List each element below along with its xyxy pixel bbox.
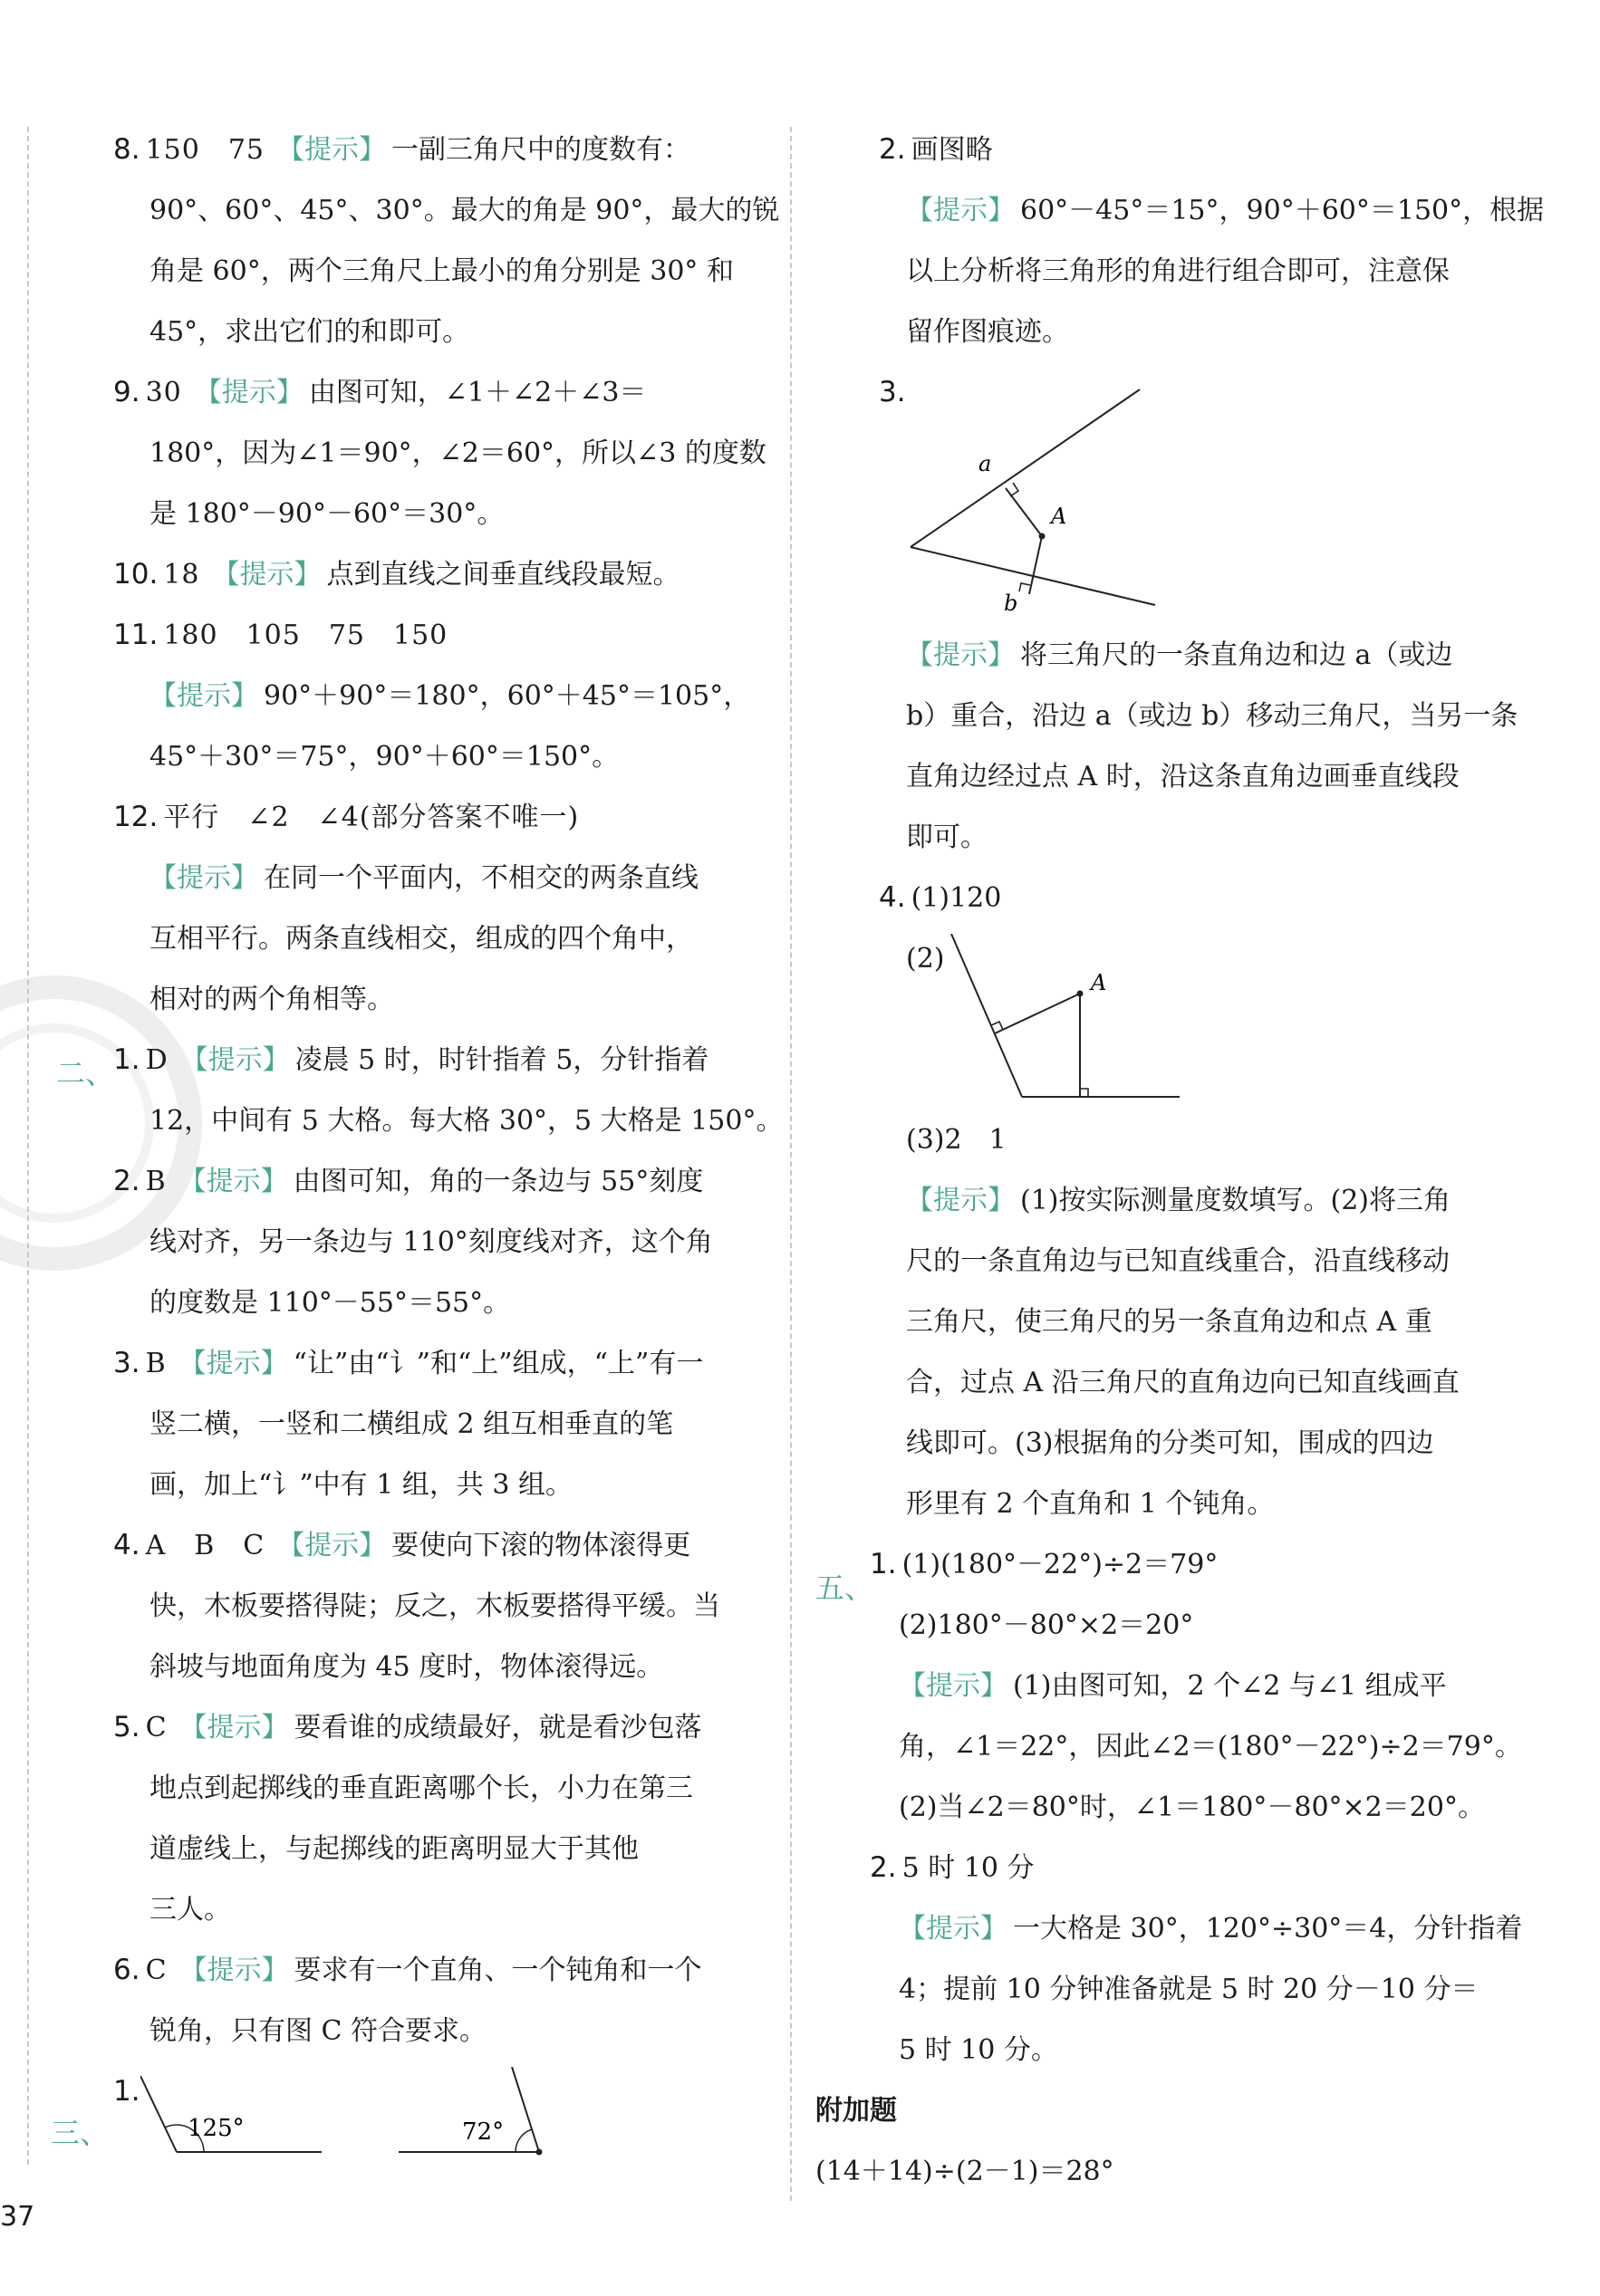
hint-text: 互相平行。两条直线相交，组成的四个角中， <box>149 923 693 955</box>
hint-text: 线即可。(3)根据角的分类可知，围成的四边 <box>906 1427 1434 1459</box>
hint-text: 角，∠1＝22°，因此∠2＝(180°－22°)÷2＝79°。 <box>899 1731 1522 1763</box>
answer: 180 105 75 150 <box>163 620 448 651</box>
hint-text: 一大格是 30°，120°÷30°＝4，分针指着 <box>1013 1913 1523 1945</box>
hint-text: 由图可知，角的一条边与 55°刻度 <box>293 1166 704 1197</box>
hint-text: 90°、60°、45°、30°。最大的角是 90°，最大的锐 <box>149 195 780 226</box>
answer: 30 <box>145 377 182 408</box>
question-number: 1. <box>870 1548 897 1580</box>
perpendicular-figure <box>906 380 1178 616</box>
hint-text: 将三角尺的一条直角边和边 a（或边 <box>1020 639 1453 671</box>
line-b-label: b <box>1004 591 1018 616</box>
question-10 <box>113 544 766 605</box>
answer: 150 75 <box>145 134 265 166</box>
hint-label: 【提示】 <box>180 1044 290 1076</box>
hint-text: 锐角，只有图 C 符合要求。 <box>149 2015 487 2047</box>
angle-label: 125° <box>188 2115 245 2142</box>
question-number: 11. <box>113 619 159 651</box>
right-column <box>815 120 1545 2202</box>
angle-label: 72° <box>462 2118 505 2146</box>
hint-text: 在同一个平面内，不相交的两条直线 <box>264 862 699 894</box>
hint-text: 要看谁的成绩最好，就是看沙包落 <box>294 1712 702 1744</box>
hint-text: 相对的两个角相等。 <box>149 984 394 1015</box>
hint-text: 斜坡与地面角度为 45 度时，物体滚得远。 <box>149 1651 664 1683</box>
hint-label: 【提示】 <box>149 680 258 712</box>
hint-text: 一副三角尺中的度数有： <box>391 134 691 166</box>
question-number: 8. <box>113 133 140 166</box>
hint-label: 【提示】 <box>178 1166 288 1197</box>
hint-label: 【提示】 <box>178 1348 288 1379</box>
answer: 5 时 10 分 <box>901 1852 1035 1884</box>
hint-text: 角是 60°，两个三角尺上最小的角分别是 30° 和 <box>149 255 734 287</box>
question-number: 2. <box>879 133 906 166</box>
hint-text: 是 180°－90°－60°＝30°。 <box>149 498 505 530</box>
hint-text: 形里有 2 个直角和 1 个钝角。 <box>906 1488 1275 1520</box>
hint-text: (1)按实际测量度数填写。(2)将三角 <box>1020 1185 1451 1216</box>
question-4 <box>815 868 1522 1534</box>
hint-text: 三角尺，使三角尺的另一条直角边和点 A 重 <box>906 1306 1432 1338</box>
question-number: 5. <box>113 1711 140 1744</box>
hint-text: 的度数是 110°－55°＝55°。 <box>149 1287 511 1319</box>
hint-text: 留作图痕迹。 <box>906 316 1069 348</box>
answer: 画图略 <box>911 134 993 166</box>
hint-text: 快，木板要搭得陡；反之，木板要搭得平缓。当 <box>149 1590 720 1622</box>
section2-question-4 <box>113 1515 766 1697</box>
section5-question-1 <box>815 1534 1522 1838</box>
section2-question-5 <box>113 1697 766 1940</box>
hint-label: 【提示】 <box>906 639 1015 671</box>
question-number: 2. <box>870 1851 897 1884</box>
hint-text: 要使向下滚的物体滚得更 <box>391 1530 691 1561</box>
answer-line: (2)180°－80°×2＝20° <box>899 1609 1194 1641</box>
question-number: 9. <box>113 376 140 408</box>
hint-text: 尺的一条直角边与已知直线重合，沿直线移动 <box>906 1245 1450 1277</box>
hint-text: 180°，因为∠1＝90°，∠2＝60°，所以∠3 的度数 <box>149 437 766 469</box>
answer-part-2: (2) <box>906 943 945 975</box>
question-number: 4. <box>879 881 906 914</box>
hint-label: 【提示】 <box>212 559 322 591</box>
angle-125-figure <box>140 2076 322 2152</box>
hint-label: 【提示】 <box>899 1913 1007 1945</box>
hint-text: 直角边经过点 A 时，沿这条直角边画垂直线段 <box>906 761 1460 793</box>
section5-question-2 <box>815 1838 1522 2080</box>
section2-question-1 <box>113 1030 784 1151</box>
hint-text: 即可。 <box>906 821 988 853</box>
hint-text: 竖二横，一竖和二横组成 2 组互相垂直的笔 <box>149 1408 674 1440</box>
answer: B <box>145 1166 167 1197</box>
answer: B <box>145 1348 167 1379</box>
question-number: 12. <box>113 801 159 833</box>
point-a-label: A <box>1051 504 1067 529</box>
answer-line: (1)(180°－22°)÷2＝79° <box>901 1549 1219 1580</box>
hint-text: 线对齐，另一条边与 110°刻度线对齐，这个角 <box>149 1226 713 1258</box>
section2-question-3 <box>113 1333 766 1515</box>
hint-text: 90°＋90°＝180°，60°＋45°＝105°， <box>264 680 751 712</box>
answer: C <box>145 1712 168 1744</box>
hint-label: 【提示】 <box>179 1712 289 1744</box>
answer: D <box>145 1044 169 1076</box>
hint-text: b）重合，沿边 a（或边 b）移动三角尺，当另一条 <box>906 700 1518 732</box>
hint-label: 【提示】 <box>149 862 258 894</box>
hint-text: 由图可知，∠1＋∠2＋∠3＝ <box>308 377 647 408</box>
section-3-marker: 三、 <box>51 2116 110 2150</box>
hint-text: 12，中间有 5 大格。每大格 30°，5 大格是 150°。 <box>149 1105 784 1137</box>
question-9 <box>113 362 766 544</box>
section2-question-2 <box>113 1151 766 1333</box>
hint-text: 4；提前 10 分钟准备就是 5 时 20 分－10 分＝ <box>899 1974 1479 2005</box>
hint-text: 5 时 10 分。 <box>899 2034 1058 2066</box>
hint-text: 合，过点 A 沿三角尺的直角边向已知直线画直 <box>906 1367 1460 1398</box>
answer-part-1: (1)120 <box>911 882 1002 914</box>
extra-question <box>815 2080 1522 2202</box>
hint-text: 要求有一个直角、一个钝角和一个 <box>294 1955 702 1986</box>
extra-answer: (14＋14)÷(2－1)＝28° <box>815 2156 1114 2187</box>
question-number: 4. <box>113 1529 140 1561</box>
perpendicular-figure-2 <box>942 934 1196 1106</box>
line-a-label: a <box>978 451 992 476</box>
question-number: 3. <box>879 376 906 408</box>
hint-text: 60°－45°＝15°，90°＋60°＝150°，根据 <box>1020 195 1545 226</box>
hint-text: 点到直线之间垂直线段最短。 <box>326 559 680 591</box>
angle-72-figure <box>399 2067 543 2156</box>
hint-label: 【提示】 <box>194 377 304 408</box>
hint-label: 【提示】 <box>179 1955 289 1986</box>
question-number: 1. <box>113 1043 140 1076</box>
answer: 18 <box>163 559 200 591</box>
column-divider <box>790 127 792 2201</box>
left-margin-rule <box>27 127 29 2165</box>
section-5-marker: 五、 <box>815 1571 874 1605</box>
hint-text: 道虚线上，与起掷线的距离明显大于其他 <box>149 1833 639 1865</box>
question-2 <box>815 120 1545 362</box>
answer-part-3: (3)2 1 <box>906 1124 1007 1156</box>
question-number: 2. <box>113 1165 140 1197</box>
hint-text: 画，加上“讠”中有 1 组，共 3 组。 <box>149 1469 573 1501</box>
hint-label: 【提示】 <box>277 1530 387 1561</box>
page-number: 37 <box>0 2201 35 2233</box>
hint-text: (1)由图可知，2 个∠2 与∠1 组成平 <box>1013 1670 1447 1702</box>
hint-label: 【提示】 <box>277 134 387 166</box>
question-number: 1. <box>113 2075 140 2108</box>
hint-text: (2)当∠2＝80°时，∠1＝180°－80°×2＝20°。 <box>899 1792 1485 1823</box>
question-11 <box>113 605 766 787</box>
section2-question-6 <box>113 1940 766 2061</box>
question-8 <box>113 120 780 362</box>
extra-title: 附加题 <box>815 2095 897 2127</box>
question-12 <box>113 787 766 1030</box>
question-number: 6. <box>113 1954 140 1986</box>
answer: 平行 ∠2 ∠4(部分答案不唯一) <box>163 802 580 833</box>
hint-text: 地点到起掷线的垂直距离哪个长，小力在第三 <box>149 1772 693 1804</box>
hint-text: 45°，求出它们的和即可。 <box>149 316 470 348</box>
left-column <box>113 120 784 2170</box>
hint-text: 以上分析将三角形的角进行组合即可，注意保 <box>906 255 1450 287</box>
question-3 <box>815 362 1522 868</box>
question-number: 10. <box>113 558 159 591</box>
answer: C <box>145 1955 168 1986</box>
hint-label: 【提示】 <box>899 1670 1007 1702</box>
angle-figures <box>140 2067 648 2166</box>
hint-text: 凌晨 5 时，时针指着 5，分针指着 <box>294 1044 709 1076</box>
section3-question-1 <box>113 2061 766 2170</box>
hint-label: 【提示】 <box>906 195 1015 226</box>
answer: A B C <box>145 1530 265 1561</box>
hint-text: “让”由“讠”和“上”组成，“上”有一 <box>293 1348 704 1379</box>
hint-text: 45°＋30°＝75°，90°＋60°＝150°。 <box>149 741 620 773</box>
question-number: 3. <box>113 1347 140 1379</box>
point-a-label: A <box>1091 970 1107 995</box>
hint-label: 【提示】 <box>906 1185 1015 1216</box>
section-2-marker: 二、 <box>56 1056 115 1090</box>
hint-text: 三人。 <box>149 1894 231 1926</box>
